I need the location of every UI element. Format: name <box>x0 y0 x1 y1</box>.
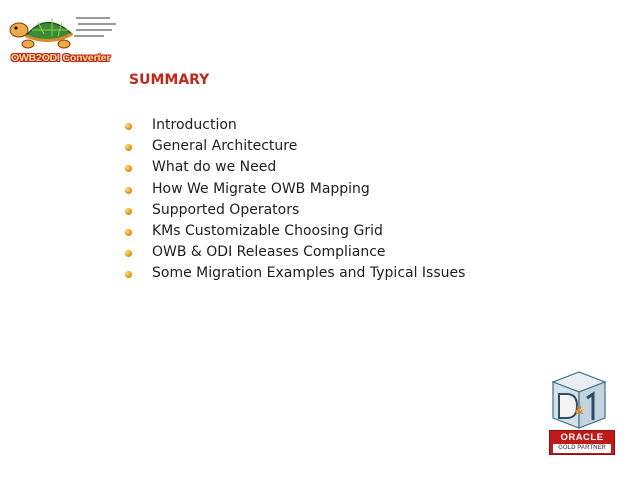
svg-text:&: & <box>575 403 584 417</box>
list-item <box>120 263 465 284</box>
list-item <box>120 136 465 157</box>
bullet-icon <box>125 123 132 130</box>
bullet-icon <box>125 271 132 278</box>
oracle-gold-partner-badge <box>549 430 615 455</box>
bullet-icon <box>125 187 132 194</box>
list-item <box>120 200 465 221</box>
bullet-icon <box>125 229 132 236</box>
list-item-label: Introduction <box>152 117 237 133</box>
list-item-label: Supported Operators <box>152 201 300 218</box>
list-item-label: KMs Customizable Choosing Grid <box>152 222 383 239</box>
list-item-label: OWB & ODI Releases Compliance <box>152 244 386 261</box>
list-item-label: Some Migration Examples and Typical Issues <box>152 265 466 282</box>
summary-heading: SUMMARY <box>129 72 210 88</box>
bullet-icon <box>125 165 132 172</box>
list-item-label: How We Migrate OWB Mapping <box>152 180 370 197</box>
list-item <box>120 242 465 263</box>
list-item-label: What do we Need <box>152 159 277 176</box>
logo-text: OWB2ODI Converter <box>11 52 111 64</box>
turtle-icon <box>6 6 124 56</box>
list-item <box>120 179 465 200</box>
list-item <box>120 157 465 178</box>
oracle-partner-level: GOLD PARTNER <box>553 444 611 453</box>
owb2odi-logo <box>6 6 124 64</box>
bullet-icon <box>125 250 132 257</box>
bullet-icon <box>125 208 132 215</box>
bullet-icon <box>125 144 132 151</box>
summary-list <box>120 115 465 285</box>
list-item-label: General Architecture <box>152 138 298 155</box>
list-item <box>120 221 465 242</box>
list-item <box>120 115 465 136</box>
oracle-name: ORACLE <box>560 432 604 443</box>
d1-cube-logo <box>549 368 609 432</box>
